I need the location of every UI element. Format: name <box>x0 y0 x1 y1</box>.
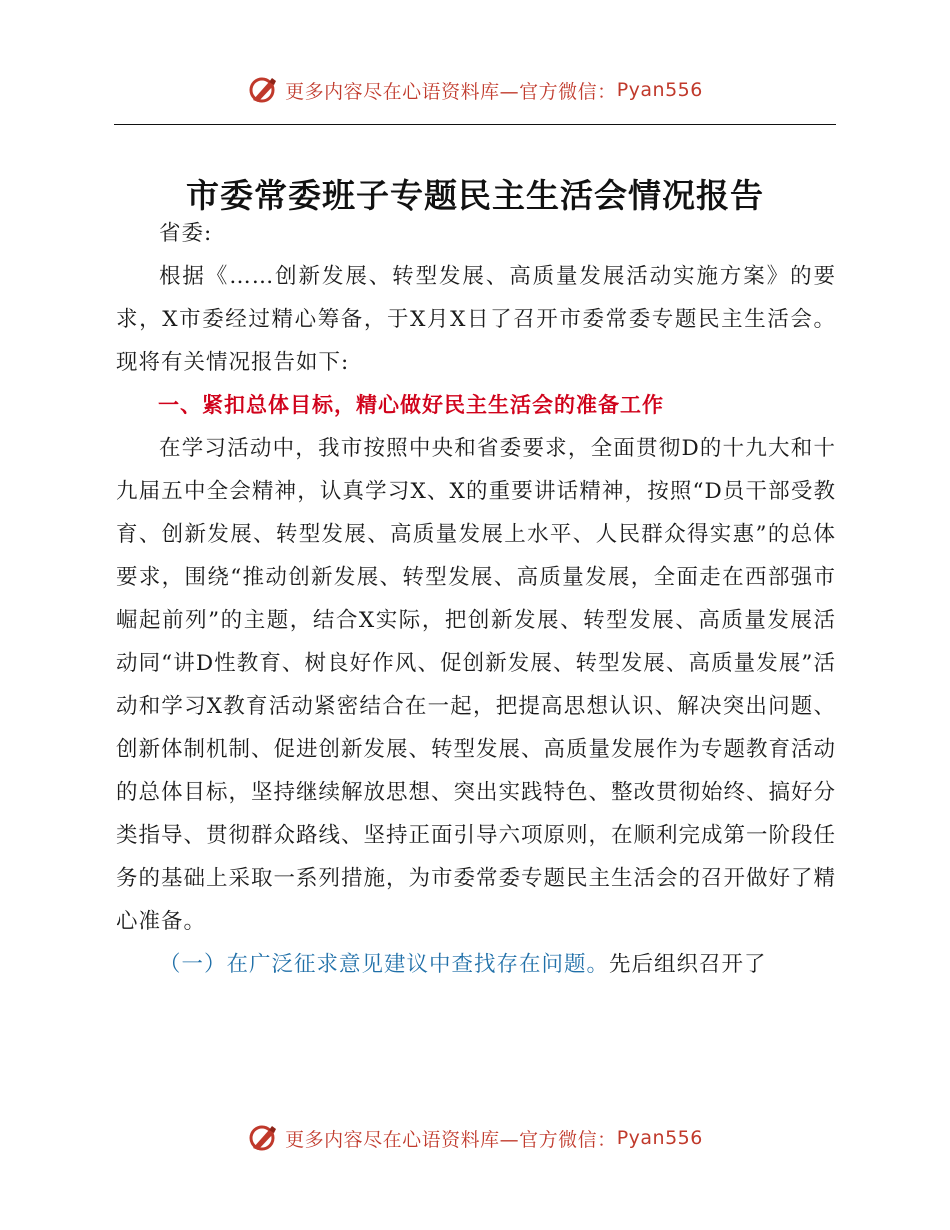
watermark-wechat: Pyan556 <box>616 1127 703 1149</box>
pen-logo-icon <box>247 74 279 106</box>
watermark-text: 更多内容尽在心语资料库 <box>285 80 500 103</box>
footer-watermark <box>0 1122 950 1154</box>
salutation: 省委: <box>159 221 213 246</box>
watermark-wechat: Pyan556 <box>616 79 703 101</box>
document-title: 市委常委班子专题民主生活会情况报告 <box>186 176 764 215</box>
pen-logo-icon <box>247 1122 279 1154</box>
header-rule <box>114 124 836 125</box>
watermark-separator: —官方微信： <box>499 1128 617 1151</box>
section-1-paragraph: 在学习活动中，我市按照中央和省委要求，全面贯彻D的十九大和十九届五中全会精神，认真学习X、X的重要讲话精神，按照“D员干部受教育、创新发展、转型发展、高质量发展上水平、人民群众得实惠”的总体要求，围绕“推动创新发展、转型发展、高质量发展，全面走在西部强市崛起前列”的主题，结合X实际，把创新发展、转型发展、高质量发展活动同“讲D性教育、树良好作风、促创新发展、转型发展、高质量发展”活动和学习X教育活动紧密结合在一起，把提高思想认识、解决突出问题、创新体制机制、促进创新发展、转型发展、高质量发展作为专题教育活动的总体目标，坚持继续解放思想、突出实践特色、整改贯彻始终、搞好分类指导、贯彻群众路线、坚持正面引导六项原则，在顺利完成第一阶段任务的基础上采取一系列措施，为市委常委专题民主生活会的召开做好了精心准备。 <box>116 436 837 934</box>
document-body <box>116 212 836 986</box>
intro-paragraph: 根据《……创新发展、转型发展、高质量发展活动实施方案》的要求，X市委经过精心筹备，于X月X日了召开市委常委专题民主生活会。现将有关情况报告如下: <box>116 264 836 375</box>
sub-section-1-text: 先后组织召开了 <box>609 952 767 977</box>
watermark-text: 更多内容尽在心语资料库 <box>285 1128 500 1151</box>
sub-section-1-heading: （一）在广泛征求意见建议中查找存在问题。 <box>159 952 610 977</box>
sub-section-1-paragraph <box>116 943 836 986</box>
header-watermark <box>0 74 950 106</box>
watermark-separator: —官方微信： <box>499 80 617 103</box>
section-1-heading: 一、紧扣总体目标，精心做好民主生活会的准备工作 <box>158 393 664 417</box>
